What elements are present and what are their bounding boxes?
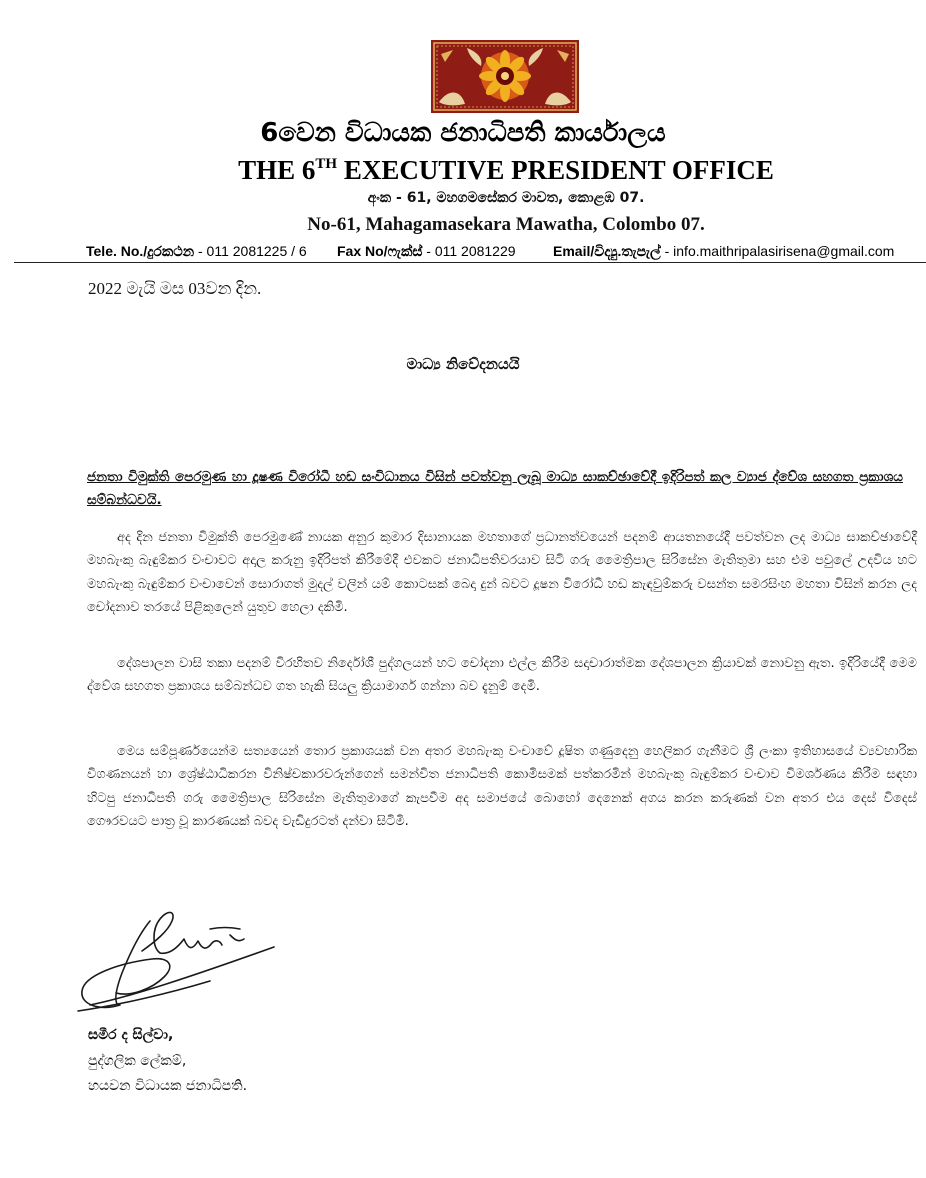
email-line [553,241,894,261]
telephone-label: Tele. No./දුරකථන [86,243,195,259]
title-suffix: EXECUTIVE PRESIDENT OFFICE [337,155,774,185]
address-sinhala: අංක - 61, මහගමසේකර මාවත, කොළඹ 07. [367,190,645,206]
office-title-english [0,153,926,187]
title-superscript: TH [315,156,338,172]
letterhead-divider [14,262,926,263]
letter-heading: මාධ්‍ය නිවේදනයයි [406,355,520,373]
email-label: Email/විද්‍යු.තැපැල් [553,243,661,259]
fax-label: Fax No/ෆැක්ස් [337,243,423,259]
signer-office: හයවන විධායක ජනාධිපති. [88,1078,248,1094]
address-english: No-61, Mahagamasekara Mawatha, Colombo 07. [307,214,705,235]
title-prefix: THE 6 [238,155,316,185]
executive-office-emblem-icon [431,40,579,113]
office-title-sinhala: 6වෙන විධායක ජනාධිපති කාර්යාලය [260,118,666,148]
handwritten-signature [60,893,280,1023]
telephone-line [86,241,307,261]
signer-name: සමීර ද සිල්වා, [88,1027,174,1043]
body-paragraph-2: දේශපාලන වාසි තකා පදනම් විරහිතව නිර්දෝශී පුද්ගලයන් හට චෝදනා එල්ල කිරීම සදාචාරාත්මක දේශපාලන ක්‍රියාවක් නොවනු ඇත. ඉදිරියේදී මෙම ද්වේශ සහගත ප්‍රකාශය සම්බන්ධව ගත හැකි සියලු ක්‍රියාමාර්ග ගන්නා බව දැනුම් දෙමි. [87,656,917,695]
body-paragraph-1: අද දින ජනතා විමුක්ති පෙරමුණේ නායක අනුර කුමාර දිසානායක මහතාගේ ප්‍රධානත්වයෙන් පදනම් ආයතනයේදී පවත්වන ලද මාධ්‍ය සාකච්ඡාවේදී මහබැංකු බැඳුම්කර වංචාවට අදාල කරුනු ඉදිරිපත් කිරීමේදී එවකට ජනාධිපතිවරයාව සිටි ගරු මෛත්‍රිපාල සිරිසේන මැතිතුමා සහ එම පවුලේ උදවිය හට මහබැංකු බැඳුම්කර වංචාවෙන් සොරාගත් මුදල් වලින් යම් කොටසක් බෙදා දුන් බවට දූෂන විරෝධී හඩ කැඳවුම්කරු වසන්ත සමරසිංහ මහතා විසින් කරන ලද චෝදනාව තරයේ පිළිකුලෙන් යුතුව හෙලා දකිමි. [87,530,917,615]
body-paragraph-3: මෙය සම්පූර්ණයෙන්ම සත්‍යයෙන් තොර ප්‍රකාශයක් වන අතර මහබැංකු වංචාවේ දූෂිත ගණුදෙනු හෙලිකර ගැනීමට ශ්‍රී ලංකා ඉතිහාසයේ ව්‍යවහාරික විගණනයන් හා ශ්‍රේෂ්ඨාධිකරන විනිෂ්චකාරවරුන්ගෙන් සමන්විත ජනාධිපති කොමිසමක් පත්කරමින් මහබැංකු බැඳුම්කර වංචාව විමර්ශණය කිරීම සඳහා හිටපු ජනාධිපති ගරු මෛත්‍රිපාල සිරිසේන මැතිතුමාගේ කැපවීම අද සමාජයේ බොහෝ දෙනෙක් අගය කරන කරුණක් වන අතර එය දෙස් විදෙස් ගෞරවයට පාත්‍ර වූ කාරණයක් බවද වැඩිදුරටත් දන්වා සිටිමි. [87,744,917,829]
signer-title: පුද්ගලික ලේකම්, [88,1053,187,1069]
fax-line [337,241,516,261]
telephone-value: - 011 2081225 / 6 [194,243,307,259]
letter-date: 2022 මැයි මස 03වන දින. [88,279,262,298]
email-value[interactable]: - info.maithripalasirisena@gmail.com [660,243,895,259]
fax-value: - 011 2081229 [422,243,516,259]
letter-subject: ජනතා විමුක්ති පෙරමුණ හා දූෂණ විරෝධී හඩ සංවිධානය විසින් පවත්වනු ලැබූ මාධ්‍ය සාකච්ඡාවේදී ඉදිරිපත් කල ව්‍යාජ ද්වේශ සහගත ප්‍රකාශය සම්බන්ධවයි. [87,469,903,508]
